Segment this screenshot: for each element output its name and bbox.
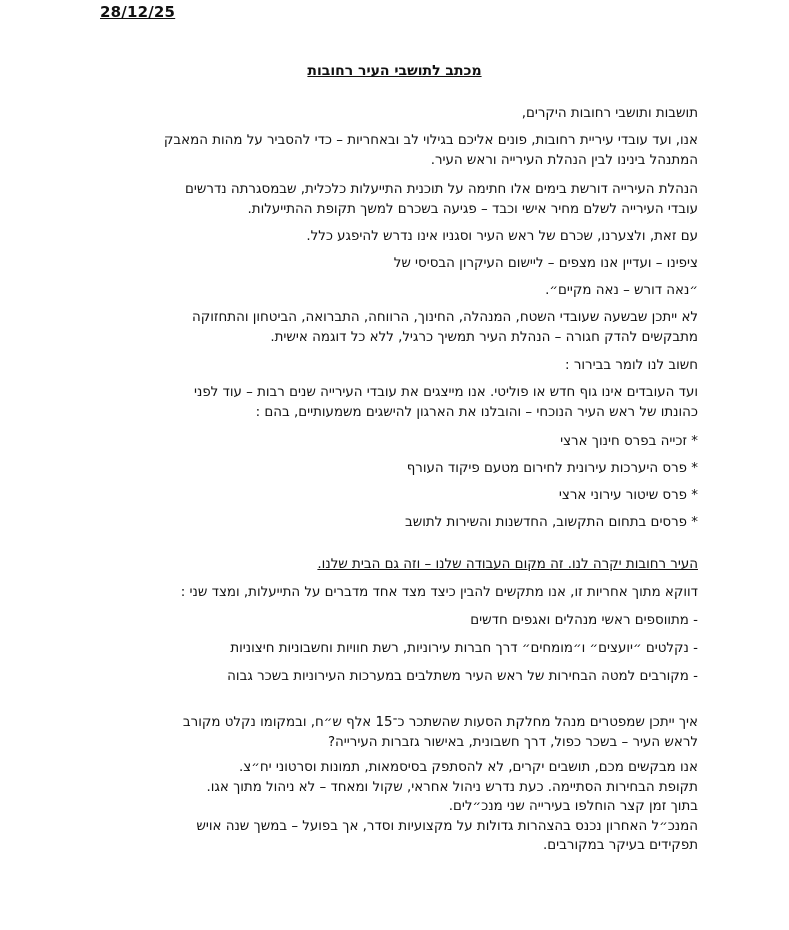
paragraph-home: העיר רחובות יקרה לנו. זה מקום העבודה שלנו – וזה גם הבית שלנו. <box>317 557 698 572</box>
text-line: עובדי העירייה לשלם מחיר אישי וכבד – פגיעה בשכרם למשך תקופת ההתייעלות. <box>247 202 698 217</box>
text-line: כהונתו של ראש העיר הנוכחי – והובלנו את הארגון להישגים משמעותיים, בהם : <box>255 405 698 420</box>
paragraph-clarify: חשוב לנו לומר בבירור : <box>565 358 698 373</box>
paragraph-home-wrap <box>98 555 698 575</box>
text-line: איך ייתכן שמפטרים מנהל מחלקת הסעות שהשתכר כ־15 אלף ש״ח, ובמקומו נקלט מקורב <box>182 715 698 730</box>
text-line: המנכ״ל האחרון נכנס בהצהרות גדולות על מקצועיות וסדר, אך בפועל – במשך שנה אויש <box>196 818 698 834</box>
letter-title: מכתב לתושבי העיר רחובות <box>307 63 482 79</box>
paragraph-request <box>98 758 698 856</box>
text-line: תפקידים בעיקר במקורבים. <box>543 838 698 853</box>
letter-date: 28/12/25 <box>100 3 176 21</box>
paragraph-intro <box>98 131 698 171</box>
paragraph-workers <box>98 308 698 348</box>
dash-item: - מקורבים למטה הבחירות של ראש העיר משתלבים במערכות העירוניות בשכר גבוה <box>227 669 698 684</box>
text-line: מתבקשים להדק חגורה – הנהלת העיר תמשיך כרגיל, ללא כל דוגמה אישית. <box>270 330 698 345</box>
text-line: אנו, ועד עובדי עיריית רחובות, פונים אליכם בגילוי לב ובאחריות – כדי להסביר על מהות המאבק <box>163 133 698 148</box>
text-line: אנו מבקשים מכם, תושבים יקרים, לא להסתפק בסיסמאות, תמונות וסרטוני יח״צ. <box>239 760 698 775</box>
achievement-item: * פרסים בתחום התקשוב, החדשנות והשירות לתושב <box>404 515 698 530</box>
paragraph-efficiency-plan <box>98 180 698 220</box>
paragraph-mayor-salary: עם זאת, ולצערנו, שכרם של ראש העיר וסגניו אינו נדרש להיפגע כלל. <box>306 229 698 244</box>
text-line: לא ייתכן שבשעה שעובדי השטח, המנהלה, החינוך, הרווחה, התברואה, הביטחון והתחזוקה <box>192 310 698 325</box>
paragraph-contradiction: דווקא מתוך אחריות זו, אנו מתקשים להבין כיצד מצד אחד מדברים על התייעלות, ומצד שני : <box>180 585 698 600</box>
achievement-item: * פרס שיטור עירוני ארצי <box>558 488 698 503</box>
text-line: הנהלת העירייה דורשת בימים אלו חתימה על תוכנית התייעלות כלכלית, שבמסגרתה נדרשים <box>185 182 698 197</box>
text-line: בתוך זמן קצר הוחלפו בעירייה שני מנכ״לים. <box>448 799 698 814</box>
achievement-item: * פרס היערכות עירונית לחירום מטעם פיקוד העורף <box>406 461 698 476</box>
greeting: תושבות ותושבי רחובות היקרים, <box>521 106 698 121</box>
text-line: ועד העובדים אינו גוף חדש או פוליטי. אנו מייצגים את עובדי העירייה שנים רבות – עוד לפני <box>193 385 698 400</box>
text-line: תקופת הבחירות הסתיימה. כעת נדרש ניהול אחראי, שקול ומאחד – לא ניהול מתוך אגו. <box>206 779 698 795</box>
paragraph-expectation: ציפינו – ועדיין אנו מצפים – ליישום העיקרון הבסיסי של <box>393 256 698 271</box>
paragraph-dismissal <box>98 713 698 753</box>
dash-item: - נקלטים ״יועצים״ ו״מומחים״ דרך חברות עירוניות, רשת חוויות וחשבוניות חיצוניות <box>230 641 698 656</box>
text-line: לראש העיר – בשכר כפול, דרך חשבונית, באישור גזברות העירייה? <box>327 735 698 750</box>
paragraph-principle: ״נאה דורש – נאה מקיים״. <box>545 283 698 298</box>
text-line: המתנהל בינינו לבין הנהלת העירייה וראש העיר. <box>430 153 698 168</box>
dash-item: - מתווספים ראשי מנהלים ואגפים חדשים <box>470 613 698 628</box>
achievement-item: * זכייה בפרס חינוך ארצי <box>560 434 698 449</box>
paragraph-committee <box>98 383 698 423</box>
